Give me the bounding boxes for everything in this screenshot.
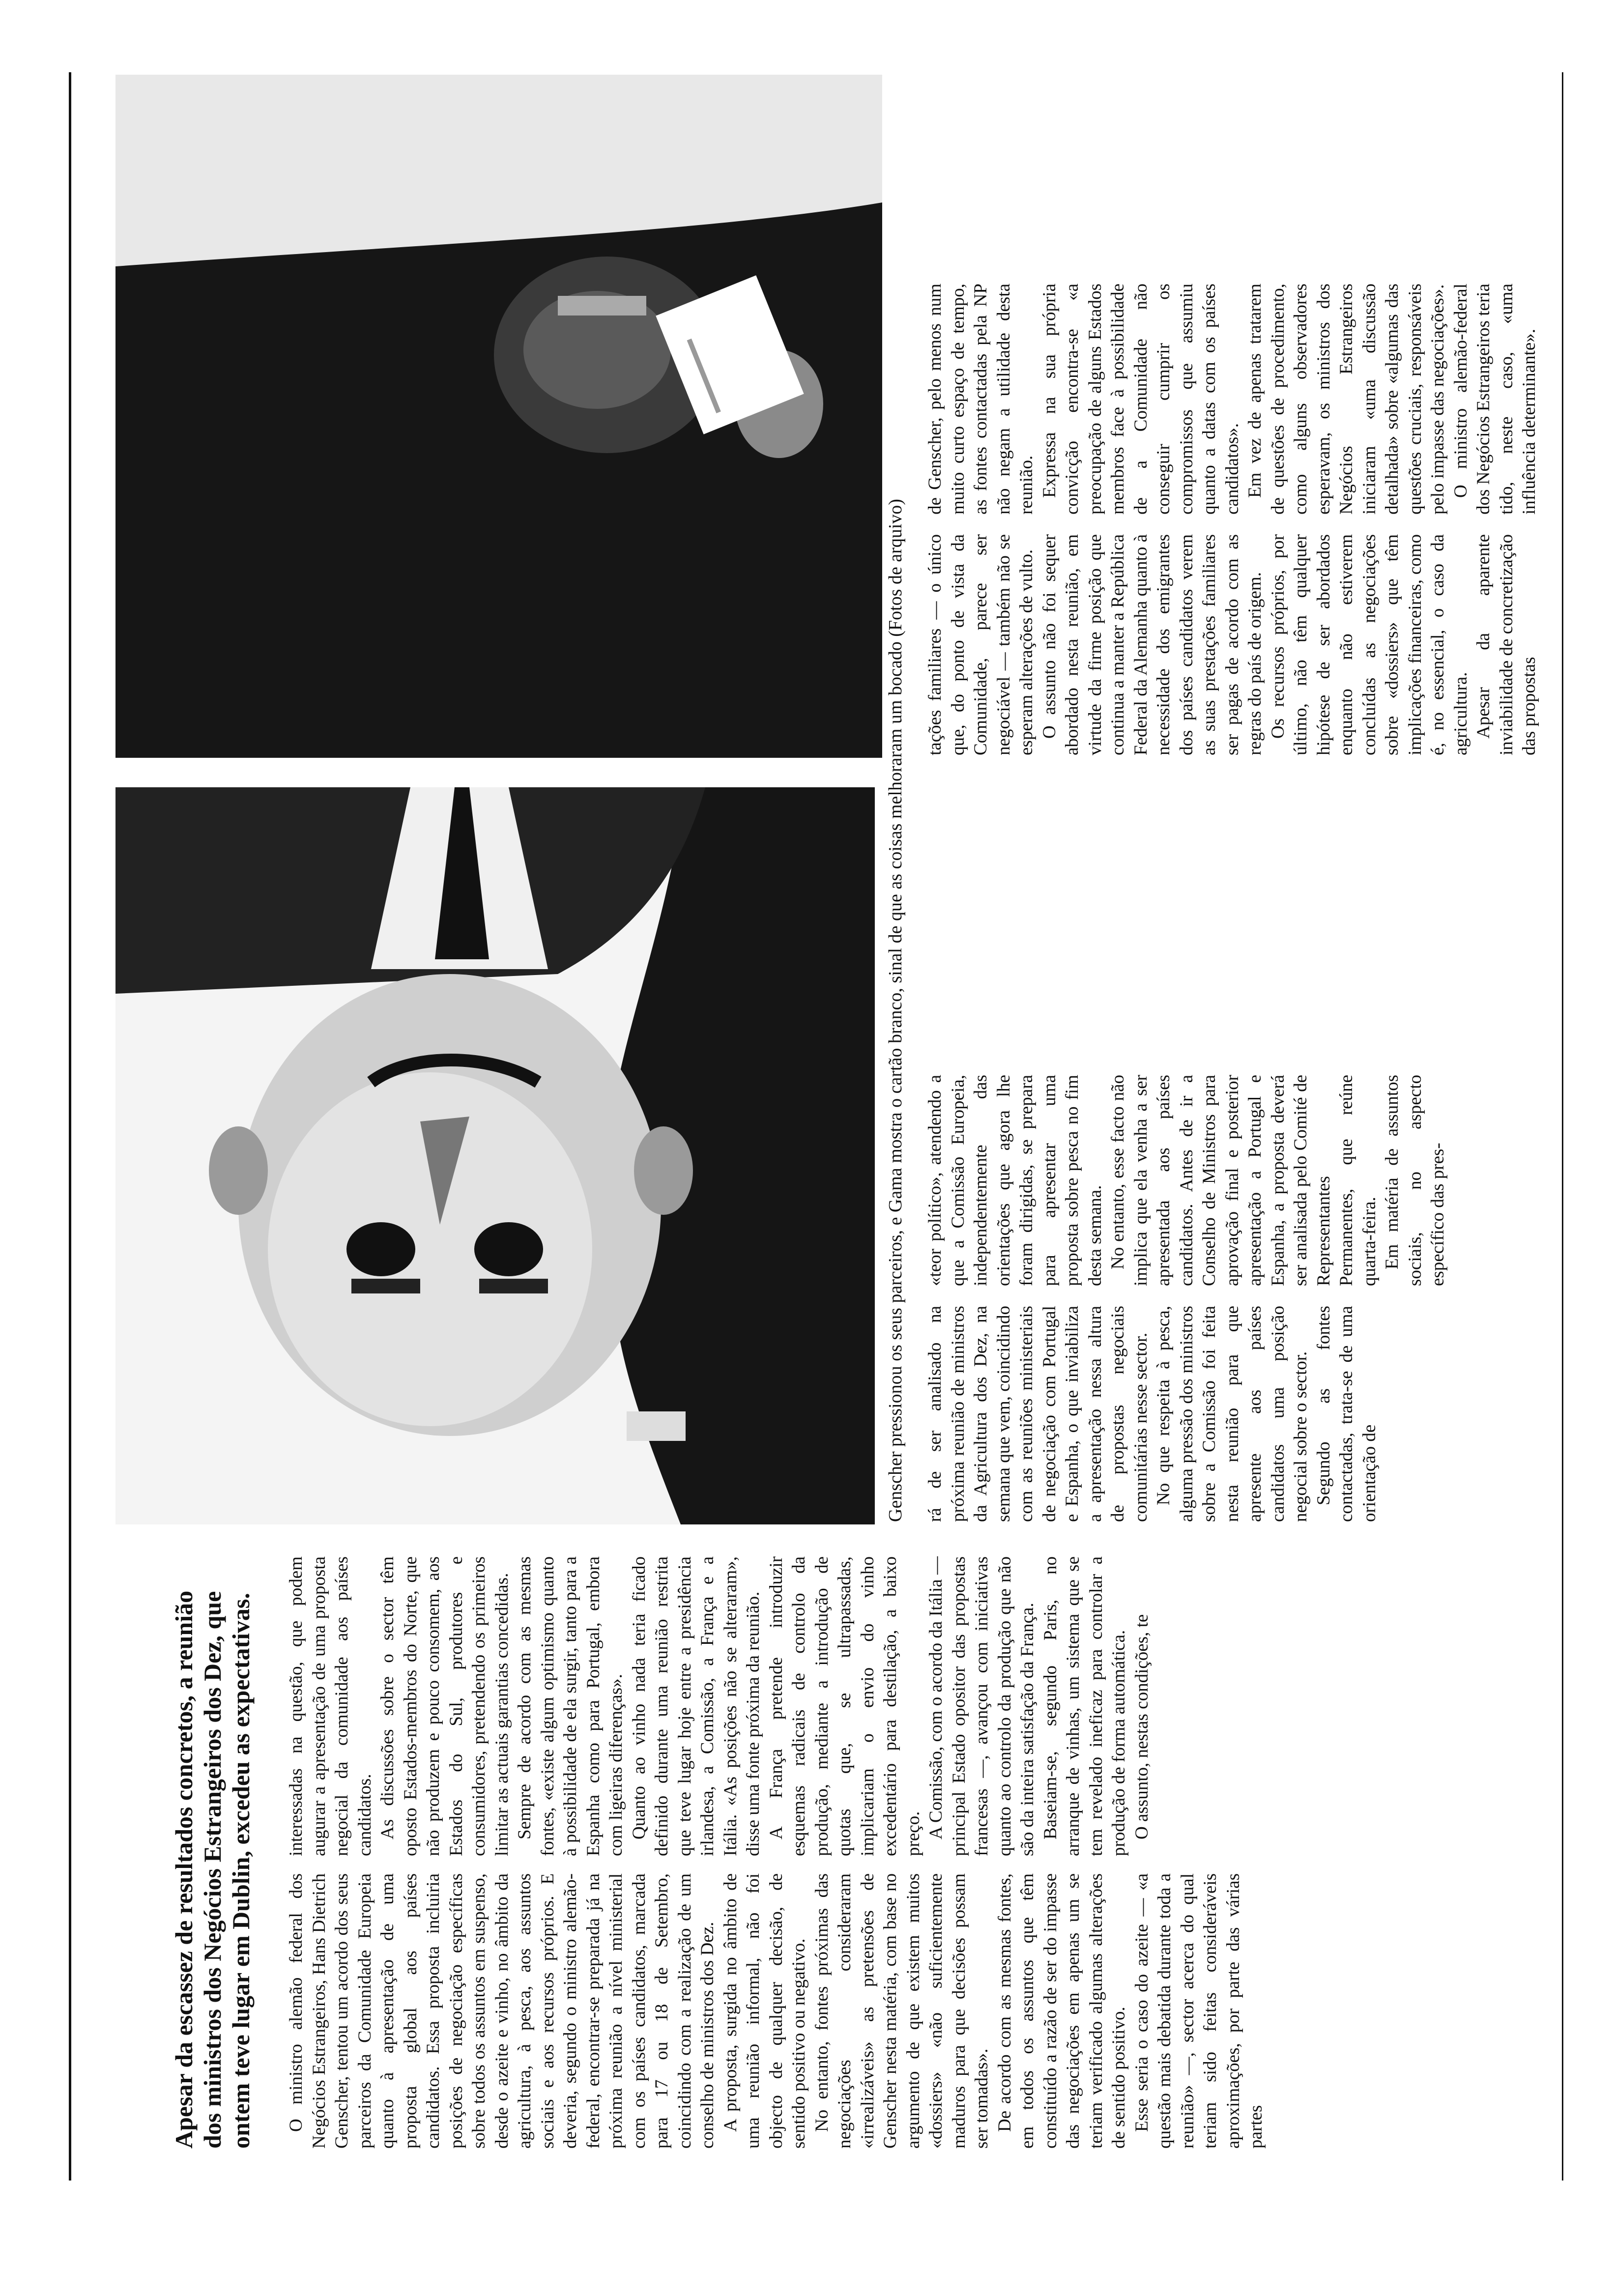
paragraph: «teor político», atendendo a que a Comissão Europeia, independentemente das orientações que agora lhe foram dirigidas, se prepara para apresentar uma proposta sobre pesca no fim desta semana.: [925, 1075, 1105, 1286]
paragraph: Sempre de acordo com as mesmas fontes, «existe algum optimismo quanto à possibilidade de ela surgir, tanto para a Espanha como para Portugal, embora com ligeiras diferenças».: [515, 1556, 626, 1856]
paragraph: A França pretende introduzir esquemas radicais de controlo da produção, mediante a introdução de quotas que, se ultrapassadas, implicariam o envio do vinho excedentário para destilação, a baixo preço.: [766, 1556, 923, 1856]
paragraph: Quanto ao vinho nada teria ficado definido durante uma reunião restrita que teve lugar hoje entre a presidência irlandesa, a Comissão, a França e a Itália. «As posições não se alteraram», disse uma fonte próxima da reunião.: [629, 1556, 763, 1856]
paragraph: de Genscher, pelo menos num muito curto espaço de tempo, as fontes contactadas pela NP não negam a utilidade desta reunião.: [925, 284, 1036, 515]
article-column-4: [924, 1075, 1450, 1286]
photo-gama: [115, 75, 882, 758]
card-image: [115, 75, 882, 758]
paragraph: A proposta, surgida no âmbito de uma reunião informal, não foi objecto de qualquer decisão, de sentido positivo ou negativo.: [720, 1873, 809, 2149]
photo-caption: Genscher pressionou os seus parceiros, e Gama mostra o cartão branco, sinal de que as coisas melhoraram um bocado (Fotos de arquivo): [885, 499, 906, 1522]
paragraph: No que respeita à pesca, alguma pressão dos ministros sobre a Comissão foi feita nesta reunião para que apresente aos países candidatos uma posição negocial sobre o sector.: [1153, 1306, 1311, 1522]
paragraph: tações familiares — o único que, do ponto de vista da Comunidade, parece ser negociável — também não se esperam alterações de vulto.: [925, 534, 1036, 755]
headline: [170, 1510, 255, 2149]
article-column-3: [924, 1306, 1381, 1522]
article-column-1: [285, 1873, 1268, 2149]
paragraph: interessadas na questão, que podem augurar a apresentação de uma proposta negocial da comunidade aos países candidatos.: [286, 1556, 375, 1856]
photo-genscher: [115, 787, 875, 1524]
paragraph: Esse seria o caso do azeite — «a questão mais debatida durante toda a reunião» —, sector acerca do qual teriam sido feitas consideráveis aproximações, por parte das várias partes: [1131, 1873, 1266, 2149]
paragraph: As discussões sobre o sector têm oposto Estados-membros do Norte, que não produzem e pouco consomem, aos Estados do Sul, produtores e consumidores, pretendendo os primeiros limitar as actuais garantias concedidas.: [377, 1556, 512, 1856]
paragraph: Em vez de apenas tratarem de questões de procedimento, como alguns observadores esperavam, os ministros dos Negócios Estrangeiros iniciaram «uma discussão detalhada» sobre «algumas das questões cruciais, responsáveis pelo impasse das negociações».: [1245, 284, 1448, 515]
paragraph: O ministro alemão-federal dos Negócios Estrangeiros teria tido, neste caso, «uma influência determinante».: [1450, 284, 1539, 515]
article-column-2: [285, 1556, 1153, 1856]
headline-line-1: Apesar da escassez de resultados concretos, a reunião: [170, 1590, 198, 2149]
article-column-5: [924, 534, 1541, 755]
paragraph: O ministro alemão federal dos Negócios Estrangeiros, Hans Dietrich Genscher, tentou um acordo dos seus parceiros da Comunidade Europeia quanto à apresentação de uma proposta global aos países candidatos. Essa proposta incluiria posições de negociação específicas sobre todos os assuntos em suspenso, desde o azeite e vinho, no âmbito da agricultura, à pesca, aos assuntos sociais e aos recursos próprios. E deveria, segundo o ministro alemão-federal, encontrar-se preparada já na próxima reunião a nível ministerial com os países candidatos, marcada para 17 ou 18 de Setembro, coincidindo com a realização de um conselho de ministros dos Dez.: [286, 1873, 718, 2149]
paragraph: Expressa na sua própria convicção encontra-se «a preocupação de alguns Estados membros face à possibilidade de a Comunidade não conseguir cumprir os compromissos que assumiu quanto a datas com os países candidatos».: [1039, 284, 1242, 515]
paragraph: Os recursos próprios, por último, não têm qualquer hipótese de ser abordados enquanto não estiverem concluídas as negociações sobre «dossiers» que têm implicações financeiras, como é, no essencial, o caso da agricultura.: [1267, 534, 1471, 755]
paragraph: O assunto não foi sequer abordado nesta reunião, em virtude da firme posição que continua a manter a República Federal da Alemanha quanto à necessidade dos emigrantes dos países candidatos verem as suas prestações familiares ser pagas de acordo com as regras do país de origem.: [1039, 534, 1265, 755]
paragraph: No entanto, esse facto não implica que ela venha a ser apresentada aos países candidatos. Antes de ir a Conselho de Ministros para aprovação final e posterior apresentação a Portugal e Espanha, a proposta deverá ser analisada pelo Comité de Representantes Permanentes, que reúne quarta-feira.: [1108, 1075, 1380, 1286]
paragraph: De acordo com as mesmas fontes, em todos os assuntos que têm constituído a razão de ser do impasse das negociações em apenas um se teriam verificado algumas alterações de sentido positivo.: [994, 1873, 1129, 2149]
paragraph: Apesar da aparente inviabilidade de concretização das propostas: [1473, 534, 1539, 755]
paragraph: Segundo as fontes contactadas, trata-se de uma orientação de: [1313, 1306, 1380, 1522]
top-rule: [69, 72, 71, 2181]
paragraph: No entanto, fontes próximas das negociações consideraram «irrealizáveis» as pretensões de Genscher nesta matéria, com base no argumento de que existem muitos «dossiers» «não suficientemente maduros para que decisões possam ser tomadas».: [811, 1873, 992, 2149]
headline-line-3: ontem teve lugar em Dublin, excedeu as expectativas.: [227, 1593, 255, 2149]
paragraph: Baseiam-se, segundo Paris, no arranque de vinhas, um sistema que se tem revelado ineficaz para controlar a produção de forma automática.: [1040, 1556, 1129, 1856]
paragraph: A Comissão, com o acordo da Itália — principal Estado opositor das propostas francesas —, avançou com iniciativas quanto ao controlo da produção que não são da inteira satisfação da França.: [926, 1556, 1037, 1856]
paragraph: O assunto, nestas condições, te: [1131, 1614, 1152, 1839]
article-column-6: [924, 284, 1541, 515]
portrait-image: [115, 787, 875, 1524]
paragraph: Em matéria de assuntos sociais, no aspecto específico das pres-: [1382, 1075, 1448, 1286]
headline-line-2: dos ministros dos Negócios Estrangeiros dos Dez, que: [199, 1591, 226, 2149]
bottom-rule: [1562, 72, 1563, 2181]
paragraph: rá de ser analisado na próxima reunião de ministros da Agricultura dos Dez, na semana que vem, coincidindo com as reuniões ministeriais de negociação com Portugal e Espanha, o que inviabiliza a apresentação nessa altura de propostas negociais comunitárias nesse sector.: [925, 1306, 1151, 1522]
